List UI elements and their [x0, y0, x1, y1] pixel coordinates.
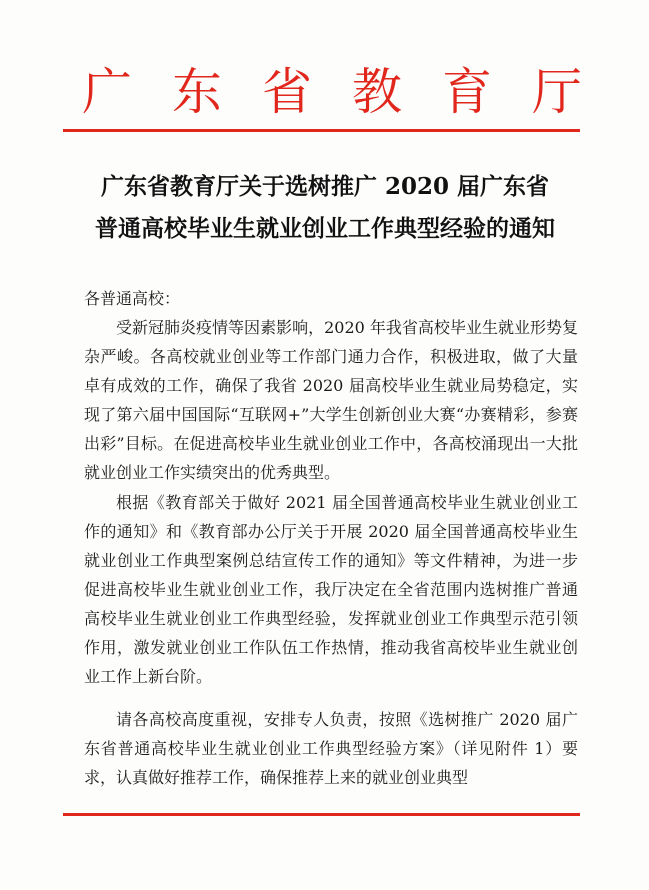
- body-paragraph-2: 根据《教育部关于做好 2021 届全国普通高校毕业生就业创业工作的通知》和《教育部办公厅关于开展 2020 届全国普通高校毕业生就业创业工作典型案例总结宣传工作的通知》等文件精神，为进一步促进高校毕业生就业创业工作，我厅决定在全省范围内选树推广普通高校毕业生就业创业工作典型经验，发挥就业创业工作典型示范引领作用，激发就业创业工作队伍工作热情，推动我省高校毕业生就业创业工作上新台阶。: [84, 493, 578, 686]
- body-paragraph-1: 受新冠肺炎疫情等因素影响，2020 年我省高校毕业生就业形势复杂严峻。各高校就业创业等工作部门通力合作，积极进取，做了大量卓有成效的工作，确保了我省 2020 届高校毕业生就业局势稳定，实现了第六届中国国际“互联网+”大学生创新创业大赛“办赛精彩，参赛出彩”目标。在促进高校毕业生就业创业工作中，各高校涌现出一大批就业创业工作实绩突出的优秀典型。: [84, 318, 578, 482]
- document-title-line-2: 普通高校毕业生就业创业工作典型经验的通知: [95, 215, 555, 242]
- document-title-line-1: 广东省教育厅关于选树推广 2020 届广东省: [100, 173, 550, 200]
- letterhead-title: 广 东 省 教 育 厅: [82, 63, 582, 121]
- letterhead-red-rule: [63, 129, 580, 132]
- salutation: 各普通高校：: [84, 289, 181, 308]
- footer-red-rule: [63, 813, 580, 816]
- body-paragraph-3: 请各高校高度重视，安排专人负责，按照《选树推广 2020 届广东省普通高校毕业生就业创业工作典型经验方案》（详见附件 1）要求，认真做好推荐工作，确保推荐上来的就业创业典型: [84, 710, 578, 787]
